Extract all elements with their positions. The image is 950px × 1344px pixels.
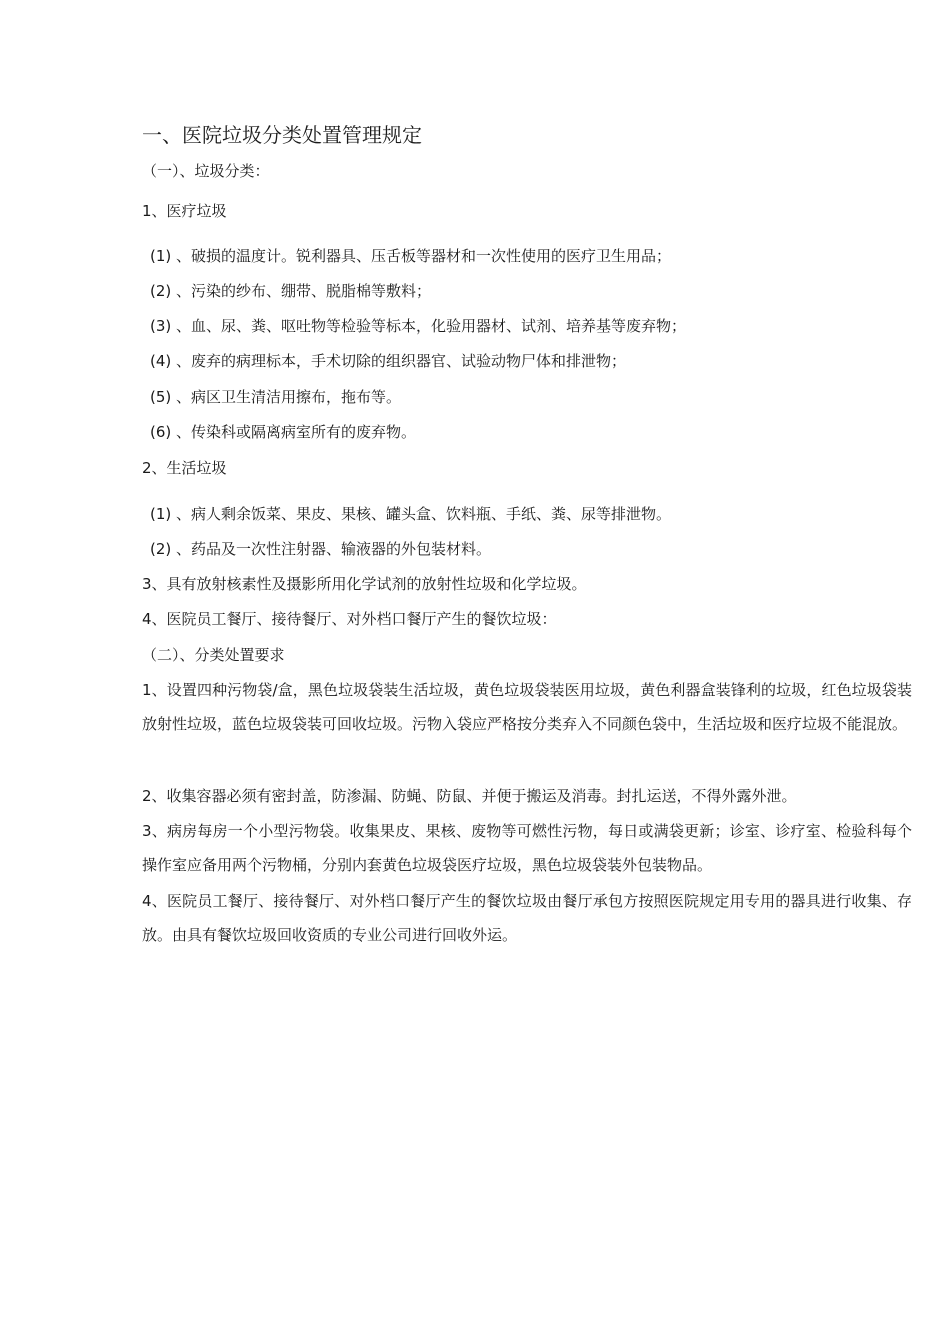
living-waste-item: (2) 、药品及一次性注射器、输液器的外包装材料。: [150, 540, 492, 558]
medical-waste-item: (2) 、污染的纱布、绷带、脱脂棉等敷料；: [150, 282, 432, 300]
disposal-paragraph-2: 2、收集容器必须有密封盖，防渗漏、防蝇、防鼠、并便于搬运及消毒。封扎运送，不得外露外泄。: [142, 787, 797, 805]
medical-waste-item: (3) 、血、尿、粪、呕吐物等检验等标本，化验用器材、试剂、培养基等废弃物；: [150, 317, 687, 335]
catering-waste-item: 4、医院员工餐厅、接待餐厅、对外档口餐厅产生的餐饮垃圾：: [142, 610, 557, 628]
radioactive-waste-item: 3、具有放射核素性及摄影所用化学试剂的放射性垃圾和化学垃圾。: [142, 575, 587, 593]
disposal-paragraph-1: 1、设置四种污物袋/盒，黑色垃圾袋装生活垃圾，黄色垃圾袋装医用垃圾，黄色利器盒装锋利的垃圾，红色垃圾袋装放射性垃圾，蓝色垃圾袋装可回收垃圾。污物入袋应严格按分类弃入不同颜色袋中，生活垃圾和医疗垃圾不能混放。: [142, 681, 912, 733]
disposal-paragraph-3: 3、病房每房一个小型污物袋。收集果皮、果核、废物等可燃性污物，每日或满袋更新；诊室、诊疗室、检验科每个操作室应备用两个污物桶，分别内套黄色垃圾袋医疗垃圾，黑色垃圾袋装外包装物品。: [142, 822, 912, 874]
section-heading-disposal: （二）、分类处置要求: [142, 646, 285, 664]
section-heading-classification: （一）、垃圾分类：: [142, 162, 270, 180]
medical-waste-item: (1) 、破损的温度计。锐利器具、压舌板等器材和一次性使用的医疗卫生用品；: [150, 247, 672, 265]
document-title: 一、医院垃圾分类处置管理规定: [142, 123, 422, 147]
living-waste-heading: 2、生活垃圾: [142, 459, 227, 477]
medical-waste-item: (6) 、传染科或隔离病室所有的废弃物。: [150, 423, 417, 441]
medical-waste-item: (4) 、废弃的病理标本，手术切除的组织器官、试验动物尸体和排泄物；: [150, 352, 627, 370]
medical-waste-item: (5) 、病区卫生清洁用擦布，拖布等。: [150, 388, 402, 406]
living-waste-item: (1) 、病人剩余饭菜、果皮、果核、罐头盒、饮料瓶、手纸、粪、尿等排泄物。: [150, 505, 672, 523]
disposal-paragraph-4: 4、医院员工餐厅、接待餐厅、对外档口餐厅产生的餐饮垃圾由餐厅承包方按照医院规定用专用的器具进行收集、存放。由具有餐饮垃圾回收资质的专业公司进行回收外运。: [142, 892, 912, 944]
medical-waste-heading: 1、医疗垃圾: [142, 202, 227, 220]
